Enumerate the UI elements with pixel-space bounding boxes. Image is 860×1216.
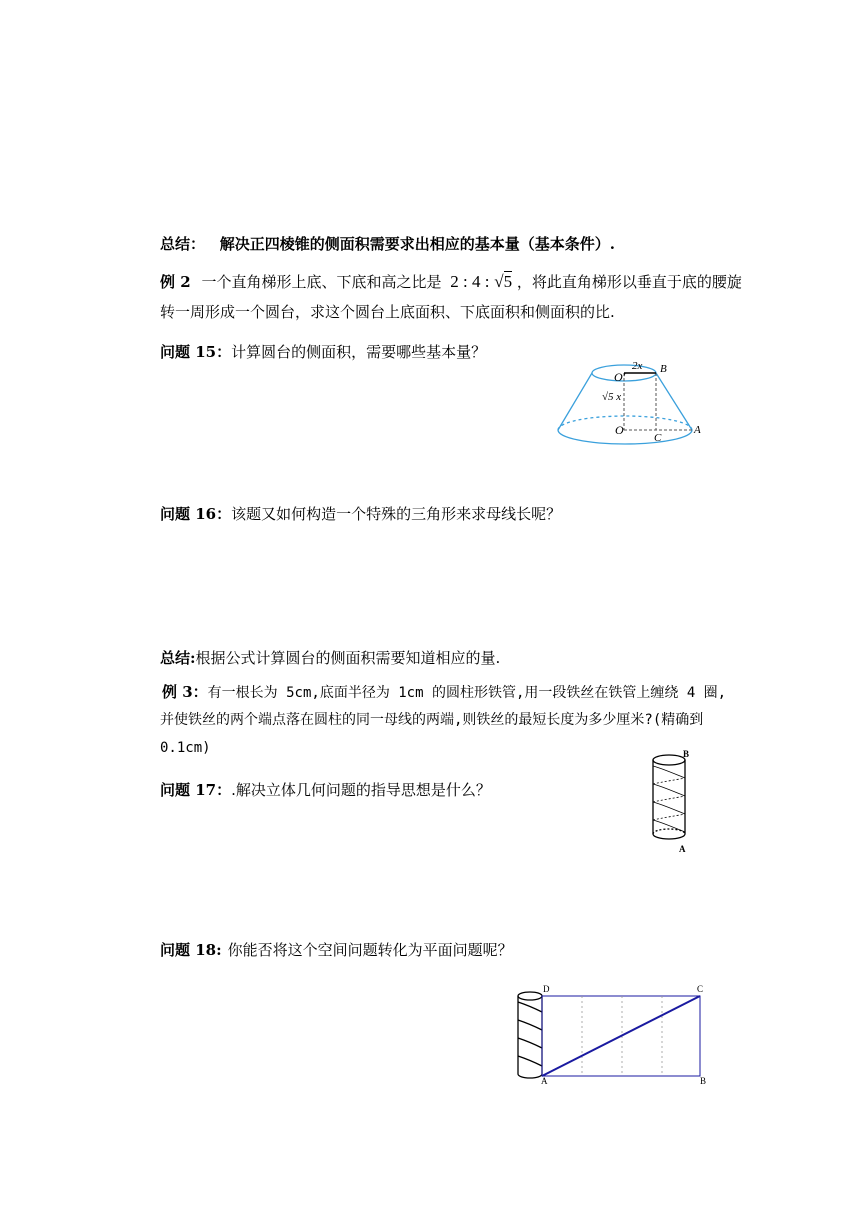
- label-d: D: [543, 984, 550, 994]
- label-c2: C: [697, 984, 704, 994]
- height-label: √5 x: [602, 391, 622, 403]
- question-17-text: .解决立体几何问题的指导思想是什么？: [231, 781, 491, 799]
- summary-2-label: 总结:: [160, 649, 196, 667]
- example-2-line-1: [160, 272, 742, 292]
- label-o: O: [615, 423, 624, 437]
- helix-wire: [653, 766, 685, 832]
- unrolled-figure: [512, 982, 712, 1086]
- question-15-label: 问题 15：: [160, 343, 232, 361]
- example-3-line-3: 0.1cm): [160, 740, 211, 756]
- cylinder-label-bottom: A: [679, 844, 686, 854]
- summary-1-label: 总结：: [160, 235, 206, 253]
- example-3-text-1: 有一根长为 5cm,底面半径为 1cm 的圆柱形铁管,用一段铁丝在铁管上缠绕 4 圈,: [207, 685, 727, 701]
- frustum-right-edge: [656, 373, 692, 430]
- cylinder-label-top: B: [683, 749, 690, 759]
- frustum-bottom-front: [558, 430, 692, 444]
- question-18: [160, 940, 513, 960]
- example-2-line-2: 转一周形成一个圆台，求这个圆台上底面积、下底面积和侧面积的比.: [160, 303, 615, 321]
- cylinder-bottom-front: [653, 834, 685, 839]
- question-16-text: 该题又如何构造一个特殊的三角形来求母线长呢？: [231, 505, 562, 523]
- summary-1-text: 解决正四棱锥的侧面积需要求出相应的基本量（基本条件）.: [219, 235, 616, 253]
- question-18-label: 问题 18:: [160, 941, 222, 959]
- example-3-label: 例 3：: [162, 683, 208, 701]
- question-15-text: 计算圆台的侧面积，需要哪些基本量？: [231, 343, 487, 361]
- label-a: A: [694, 424, 701, 436]
- label-b: B: [660, 363, 667, 375]
- example-3-line-1: [162, 682, 726, 703]
- question-16-label: 问题 16：: [160, 505, 232, 523]
- frustum-bottom-back: [558, 416, 692, 430]
- cylinder-figure: [645, 748, 695, 854]
- question-18-text: 你能否将这个空间问题转化为平面问题呢？: [227, 941, 513, 959]
- example-3-line-2: 并使铁丝的两个端点落在圆柱的同一母线的两端,则铁丝的最短长度为多少厘米?(精确到: [160, 712, 704, 728]
- sqrt-sign: √: [494, 272, 504, 291]
- label-b2: B: [700, 1076, 707, 1086]
- summary-2: [160, 648, 500, 668]
- frustum-figure: [556, 355, 706, 455]
- example-2-text-a: 一个直角梯形上底、下底和高之比是: [201, 273, 442, 291]
- question-17-label: 问题 17：: [160, 781, 232, 799]
- label-c: C: [654, 432, 662, 444]
- sqrt-arg: 5: [503, 272, 513, 291]
- example-2-label: 例 2: [160, 273, 191, 291]
- summary-1: [160, 234, 615, 254]
- question-17: [160, 780, 491, 800]
- label-o-prime: O′: [614, 370, 626, 384]
- question-15: [160, 342, 486, 362]
- frustum-left-edge: [558, 373, 592, 430]
- example-2-text-b: ，将此直角梯形以垂直于底的腰旋: [516, 273, 742, 291]
- cylinder-top-ellipse: [653, 755, 685, 765]
- label-a2: A: [541, 1076, 548, 1086]
- small-cylinder: [518, 992, 542, 1078]
- diagonal-ac: [542, 996, 700, 1076]
- summary-2-text: 根据公式计算圆台的侧面积需要知道相应的量.: [195, 649, 501, 667]
- top-radius-label: 2x: [632, 360, 643, 372]
- ratio: 2 : 4 :: [450, 272, 490, 291]
- question-16: [160, 504, 561, 524]
